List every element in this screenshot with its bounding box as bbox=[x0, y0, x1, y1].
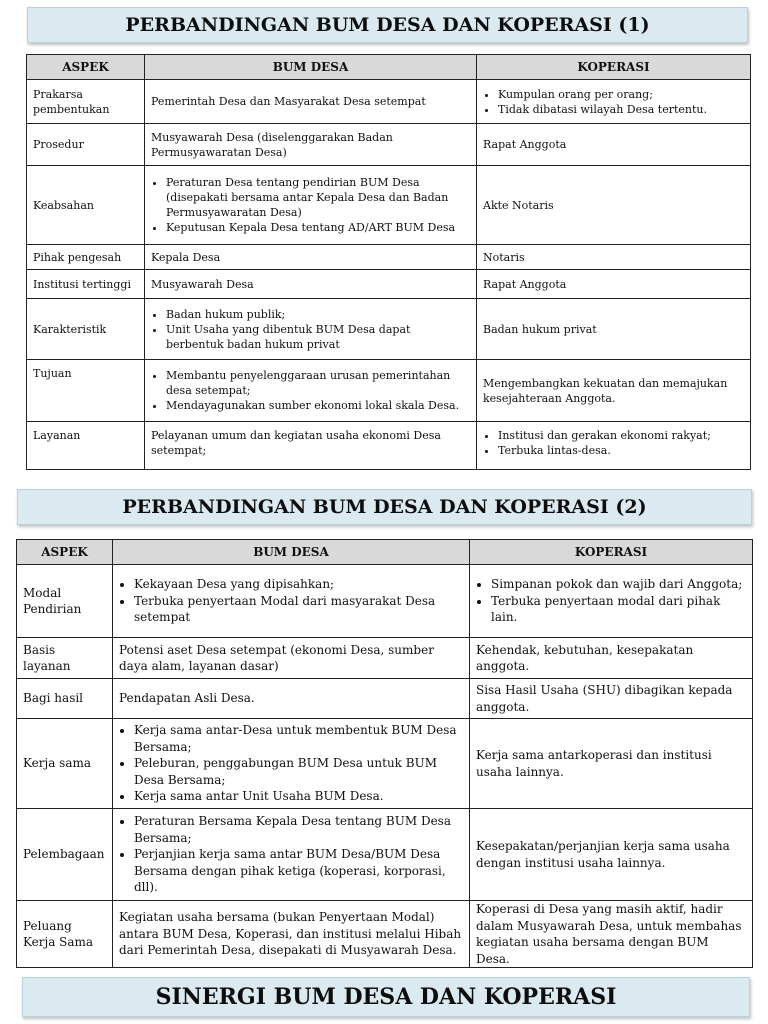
list-item: • Unit Usaha yang dibentuk BUM Desa dapat berbentuk badan hukum privat bbox=[166, 322, 470, 352]
koperasi-cell bbox=[477, 422, 751, 470]
bum-cell bbox=[113, 809, 470, 901]
section-2-title: PERBANDINGAN BUM DESA DAN KOPERASI (2) bbox=[17, 489, 752, 525]
list-item: • Keputusan Kepala Desa tentang AD/ART BUM Desa bbox=[166, 220, 470, 235]
table-row bbox=[17, 638, 753, 679]
koperasi-cell: Kehendak, kebutuhan, kesepakatan anggota. bbox=[470, 638, 753, 679]
section-1-title: PERBANDINGAN BUM DESA DAN KOPERASI (1) bbox=[27, 7, 748, 43]
list-item: • Terbuka penyertaan modal dari pihak lain. bbox=[491, 593, 746, 626]
aspek-cell: Kerja sama bbox=[17, 719, 113, 809]
koperasi-cell bbox=[477, 80, 751, 124]
list-item: • Kekayaan Desa yang dipisahkan; bbox=[134, 576, 463, 593]
aspek-cell: Tujuan bbox=[27, 360, 145, 422]
aspek-cell: Pelembagaan bbox=[17, 809, 113, 901]
comparison-table-2 bbox=[16, 539, 753, 968]
header-aspek: ASPEK bbox=[17, 540, 113, 565]
header-bum-desa: BUM DESA bbox=[113, 540, 470, 565]
bum-cell bbox=[145, 299, 477, 360]
bum-cell: Musyawarah Desa bbox=[145, 270, 477, 299]
list-item: • Terbuka penyertaan Modal dari masyarakat Desa setempat bbox=[134, 593, 463, 626]
koperasi-cell: Kesepakatan/perjanjian kerja sama usaha dengan institusi usaha lainnya. bbox=[470, 809, 753, 901]
header-bum-desa: BUM DESA bbox=[145, 55, 477, 80]
table-row bbox=[27, 245, 751, 270]
table-row bbox=[27, 80, 751, 124]
koperasi-cell: Badan hukum privat bbox=[477, 299, 751, 360]
list-item: • Badan hukum publik; bbox=[166, 307, 470, 322]
list-item: • Terbuka lintas-desa. bbox=[498, 443, 744, 458]
list-item: • Simpanan pokok dan wajib dari Anggota; bbox=[491, 576, 746, 593]
list-item: • Peraturan Bersama Kepala Desa tentang BUM Desa Bersama; bbox=[134, 813, 463, 846]
list-item: • Institusi dan gerakan ekonomi rakyat; bbox=[498, 428, 744, 443]
table-row bbox=[17, 809, 753, 901]
aspek-cell: Institusi tertinggi bbox=[27, 270, 145, 299]
list-item: • Perjanjian kerja sama antar BUM Desa/BUM Desa Bersama dengan pihak ketiga (koperasi, korporasi, dll). bbox=[134, 846, 463, 896]
koperasi-cell: Koperasi di Desa yang masih aktif, hadir dalam Musyawarah Desa, untuk membahas kegiatan usaha bersama dengan BUM Desa. bbox=[470, 901, 753, 968]
list-item: • Kerja sama antar Unit Usaha BUM Desa. bbox=[134, 788, 463, 805]
aspek-cell: Modal Pendirian bbox=[17, 565, 113, 638]
bum-cell: Kepala Desa bbox=[145, 245, 477, 270]
table-row bbox=[17, 901, 753, 968]
aspek-cell: Karakteristik bbox=[27, 299, 145, 360]
bum-cell bbox=[145, 166, 477, 245]
table-header-row bbox=[17, 540, 753, 565]
koperasi-cell: Rapat Anggota bbox=[477, 124, 751, 166]
list-item: • Kerja sama antar-Desa untuk membentuk BUM Desa Bersama; bbox=[134, 722, 463, 755]
bum-cell bbox=[113, 565, 470, 638]
bum-cell: Musyawarah Desa (diselenggarakan Badan Permusyawaratan Desa) bbox=[145, 124, 477, 166]
header-koperasi: KOPERASI bbox=[470, 540, 753, 565]
bum-cell: Pelayanan umum dan kegiatan usaha ekonomi Desa setempat; bbox=[145, 422, 477, 470]
list-item: • Membantu penyelenggaraan urusan pemerintahan desa setempat; bbox=[166, 368, 470, 398]
table-header-row bbox=[27, 55, 751, 80]
koperasi-cell: Sisa Hasil Usaha (SHU) dibagikan kepada anggota. bbox=[470, 679, 753, 719]
header-aspek: ASPEK bbox=[27, 55, 145, 80]
header-koperasi: KOPERASI bbox=[477, 55, 751, 80]
bum-cell bbox=[113, 719, 470, 809]
comparison-table-1 bbox=[26, 54, 751, 470]
table-row bbox=[27, 360, 751, 422]
aspek-cell: Basis layanan bbox=[17, 638, 113, 679]
table-row bbox=[17, 679, 753, 719]
aspek-cell: Keabsahan bbox=[27, 166, 145, 245]
table-row bbox=[27, 124, 751, 166]
list-item: • Peleburan, penggabungan BUM Desa untuk BUM Desa Bersama; bbox=[134, 755, 463, 788]
koperasi-cell bbox=[470, 565, 753, 638]
koperasi-cell: Mengembangkan kekuatan dan memajukan kesejahteraan Anggota. bbox=[477, 360, 751, 422]
aspek-cell: Bagi hasil bbox=[17, 679, 113, 719]
bum-cell: Kegiatan usaha bersama (bukan Penyertaan Modal) antara BUM Desa, Koperasi, dan institusi melalui Hibah dari Pemerintah Desa, disepakati di Musyawarah Desa. bbox=[113, 901, 470, 968]
aspek-cell: Prosedur bbox=[27, 124, 145, 166]
table-row bbox=[27, 422, 751, 470]
table-row bbox=[27, 166, 751, 245]
table-row bbox=[27, 299, 751, 360]
bum-cell: Pendapatan Asli Desa. bbox=[113, 679, 470, 719]
list-item: • Mendayagunakan sumber ekonomi lokal skala Desa. bbox=[166, 398, 470, 413]
aspek-cell: Peluang Kerja Sama bbox=[17, 901, 113, 968]
table-row bbox=[17, 565, 753, 638]
bum-cell: Pemerintah Desa dan Masyarakat Desa setempat bbox=[145, 80, 477, 124]
koperasi-cell: Notaris bbox=[477, 245, 751, 270]
table-row bbox=[17, 719, 753, 809]
bum-cell: Potensi aset Desa setempat (ekonomi Desa, sumber daya alam, layanan dasar) bbox=[113, 638, 470, 679]
koperasi-cell: Rapat Anggota bbox=[477, 270, 751, 299]
koperasi-cell: Kerja sama antarkoperasi dan institusi usaha lainnya. bbox=[470, 719, 753, 809]
list-item: • Tidak dibatasi wilayah Desa tertentu. bbox=[498, 102, 744, 117]
koperasi-cell: Akte Notaris bbox=[477, 166, 751, 245]
aspek-cell: Layanan bbox=[27, 422, 145, 470]
list-item: • Peraturan Desa tentang pendirian BUM Desa (disepakati bersama antar Kepala Desa dan Badan Permusyawaratan Desa) bbox=[166, 175, 470, 220]
table-row bbox=[27, 270, 751, 299]
list-item: • Kumpulan orang per orang; bbox=[498, 87, 744, 102]
aspek-cell: Prakarsa pembentukan bbox=[27, 80, 145, 124]
aspek-cell: Pihak pengesah bbox=[27, 245, 145, 270]
section-3-title: SINERGI BUM DESA DAN KOPERASI bbox=[22, 977, 750, 1017]
bum-cell bbox=[145, 360, 477, 422]
